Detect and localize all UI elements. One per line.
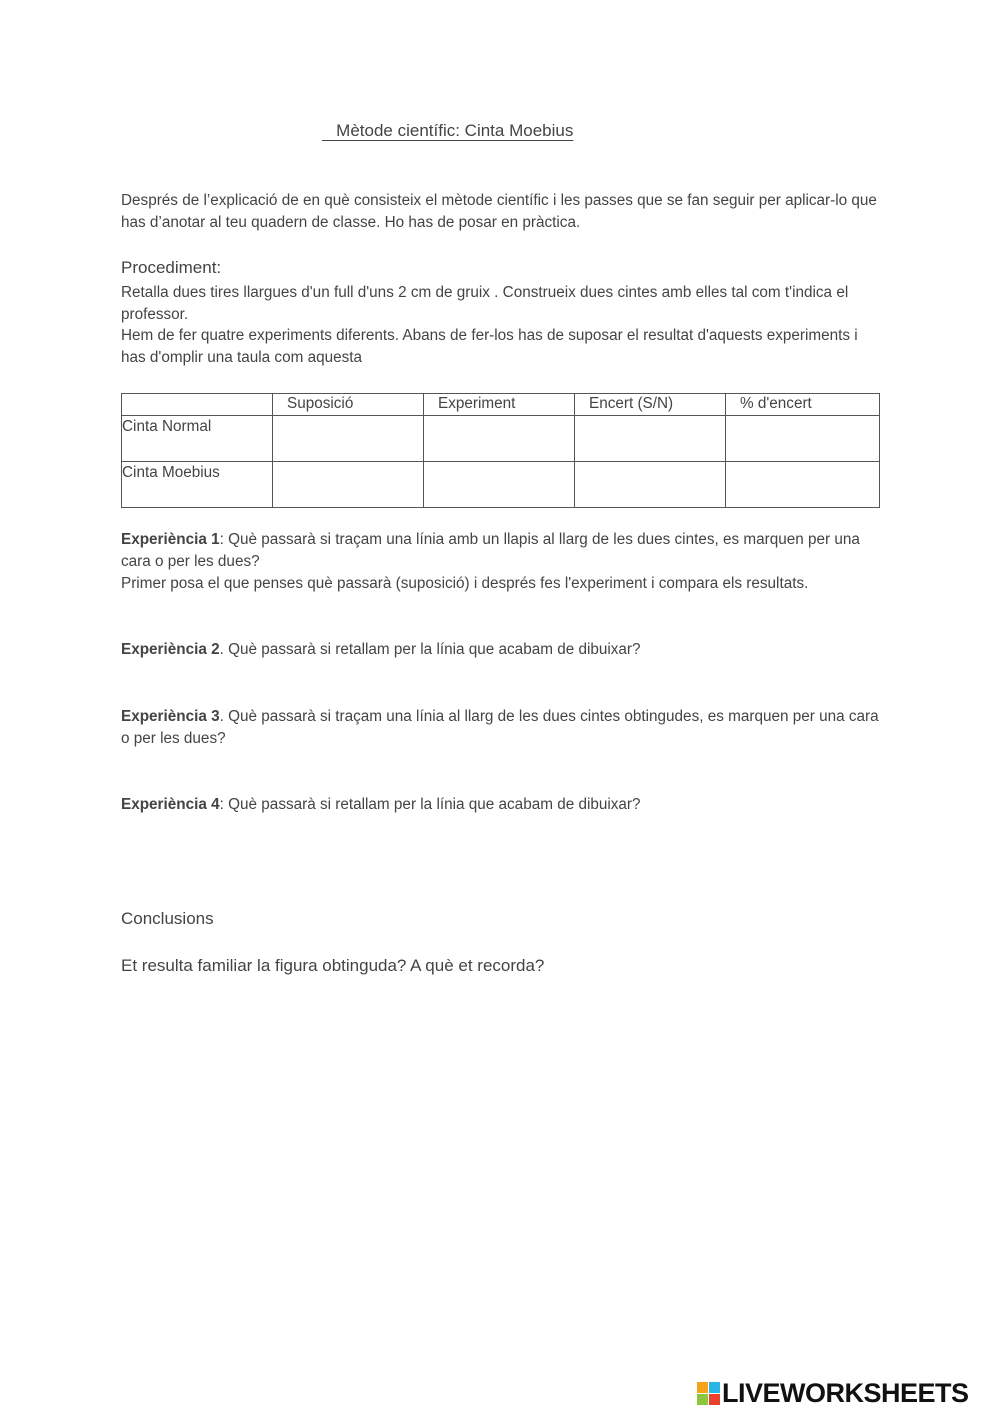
- table-cell[interactable]: [273, 462, 424, 508]
- experience-1: [121, 529, 881, 573]
- table-cell[interactable]: [726, 416, 880, 462]
- conclusions-heading: Conclusions: [121, 909, 214, 928]
- table-cell[interactable]: [424, 416, 575, 462]
- conclusions-question: Et resulta familiar la figura obtinguda? A què et recorda?: [121, 956, 545, 975]
- intro-paragraph: Després de l’explicació de en què consisteix el mètode científic i les passes que se fan seguir per aplicar-lo que has d’anotar al teu quadern de classe. Ho has de posar en pràctica.: [121, 192, 877, 231]
- table-header-row: [122, 394, 880, 416]
- procedure-paragraph-2: Hem de fer quatre experiments diferents. Abans de fer-los has de suposar el resultat d'aquests experiments i has d'omplir una taula com aquesta: [121, 327, 858, 366]
- brand-name: LIVEWORKSHEETS: [722, 1378, 969, 1408]
- table-header-percent: % d'encert: [726, 394, 880, 416]
- table-cell[interactable]: [575, 462, 726, 508]
- liveworksheets-brand: [697, 1378, 969, 1409]
- experience-2: [121, 639, 881, 661]
- experience-label: Experiència 3: [121, 708, 220, 725]
- table-cell[interactable]: [424, 462, 575, 508]
- table-header-experiment: Experiment: [424, 394, 575, 416]
- experience-4: [121, 794, 881, 816]
- table-cell[interactable]: [273, 416, 424, 462]
- experience-label: Experiència 1: [121, 531, 220, 548]
- page-title: Mètode científic: Cinta Moebius: [322, 121, 574, 140]
- procedure-heading: Procediment:: [121, 258, 222, 277]
- liveworksheets-logo-icon: [697, 1382, 720, 1405]
- table-cell[interactable]: [575, 416, 726, 462]
- table-row: [122, 462, 880, 508]
- table-row: [122, 416, 880, 462]
- experience-text: : Què passarà si traçam una línia amb un llapis al llarg de les dues cintes, es marquen per una cara o per les dues?: [121, 531, 860, 570]
- table-header-encert: Encert (S/N): [575, 394, 726, 416]
- experience-text: : Què passarà si retallam per la línia que acabam de dibuixar?: [219, 796, 641, 813]
- experience-text: . Què passarà si traçam una línia al llarg de les dues cintes obtingudes, es marquen per una cara o per les dues?: [121, 708, 879, 747]
- experience-label: Experiència 4: [121, 796, 220, 813]
- row-label-cinta-moebius: Cinta Moebius: [122, 462, 273, 508]
- table-cell[interactable]: [726, 462, 880, 508]
- experience-1-extra: Primer posa el que penses què passarà (suposició) i després fes l'experiment i compara els resultats.: [121, 575, 809, 592]
- table-header-corner: [122, 394, 273, 416]
- table-header-suposicio: Suposició: [273, 394, 424, 416]
- row-label-cinta-normal: Cinta Normal: [122, 416, 273, 462]
- experience-text: . Què passarà si retallam per la línia que acabam de dibuixar?: [219, 641, 641, 658]
- experience-label: Experiència 2: [121, 641, 220, 658]
- experience-3: [121, 706, 881, 750]
- procedure-paragraph-1: Retalla dues tires llargues d'un full d'uns 2 cm de gruix . Construeix dues cintes amb elles tal com t'indica el professor.: [121, 284, 849, 323]
- prediction-table: [121, 393, 880, 508]
